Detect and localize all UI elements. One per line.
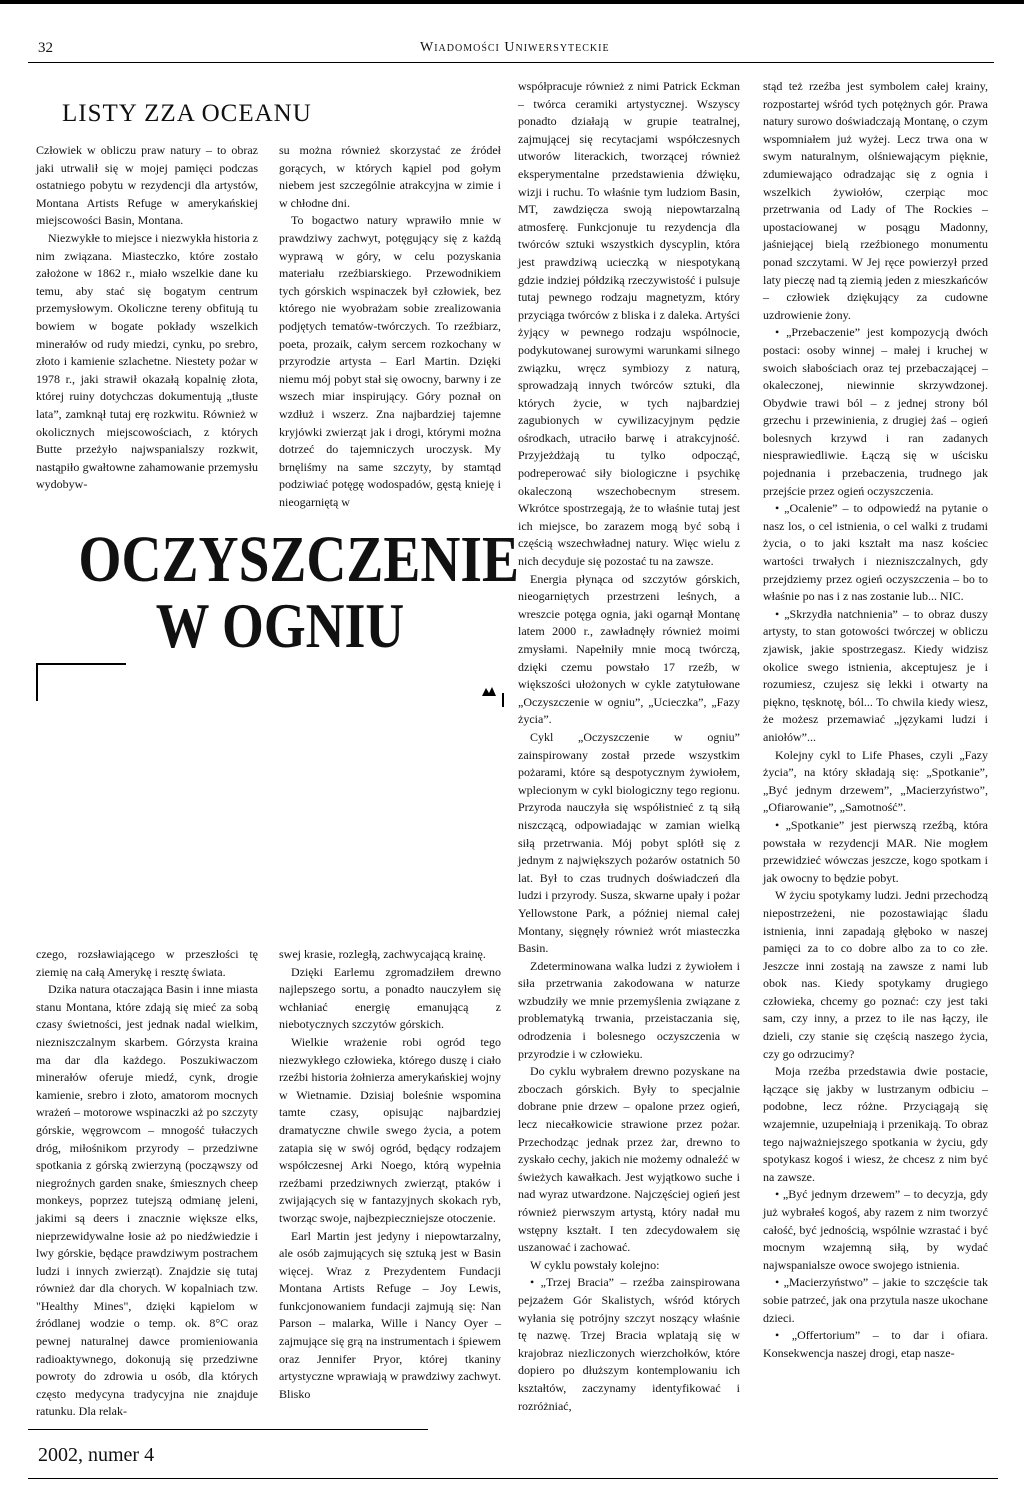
paragraph: stąd też rzeźba jest symbolem całej krainy, rozpostartej wśród tych potężnych gór. Prawa natury surowo doświadczają Montanę, o czym wspomniałem już wyżej. Lecz trwa ona w swym naturalnym, olśniewającym pięknie, zdumiewająco odradzając się z ognia i wszelkich żywiołów, czerpiąc moc przetrwania od Lady of The Rockies – upostaciowanej w posągu Madonny, jaśniejącej bielą rzeźbionego monumentu ponad szczytami. W Jej ręce powierzył przed laty pieczę nad tą ziemią jeden z mieszkańców – człowiek dziękujący za cudowne uzdrowienie żony.	[763, 79, 988, 322]
running-title: Wiadomości Uniwersyteckie	[420, 40, 610, 55]
paragraph: • „Trzej Bracia” – rzeźba zainspirowana pejzażem Gór Skalistych, wśród których wyłania się potrójny szczyt noszący właśnie tę nazwę. Trzej Bracia wplatają się w krajobraz niezliczonych wierzchołków, które dopiero po dłuższym kontemplowaniu ich kształtów, zaczynamy identyfikować i rozróżniać,	[518, 1275, 740, 1413]
paragraph: Zdeterminowana walka ludzi z żywiołem i siła przetrwania zakodowana w naturze wzbudziły we mnie przemyślenia związane z problematyką trwania, przeistaczania się, odrodzenia i bolesnego oczyszczenia w przyrodzie i w człowieku.	[518, 958, 740, 1061]
page-cut-line	[28, 1478, 998, 1479]
header-rule	[28, 62, 994, 63]
paragraph: Do cyklu wybrałem drewno pozyskane na zboczach górskich. Były to specjalnie dobrane pnie drzew – opalone przez ogień, lecz niecałkowicie strawione przez pożar. Przechodząc jednak przez żar, drewno to zyskało cechy, jakich nie możemy odnaleźć w świeżych kawałkach. Jest wyjątkowo suche i nad wyraz utwardzone. Najczęściej ogień jest również pierwszym artystą, który nadał mu wstępny kształt. I ten zdecydowałem się uszanować i zachować.	[518, 1064, 740, 1255]
page-number: 32	[38, 40, 53, 56]
article-title-line-2: W OGNIU	[155, 590, 405, 661]
column-1-bottom	[36, 946, 258, 1421]
paragraph: Earl Martin jest jedyny i niepowtarzalny, ale osób zajmujących się sztuką jest w Basin więcej. Wraz z Prezydentem Fundacji Montana Artists Refuge – Joy Lewis, funkcjonowaniem fundacji zajmują się: Nan Parson – malarka, Wille i Nancy Oyer – zajmujące się grą na instrumentach i śpiewem oraz Jennifer Pryor, której tkaniny artystyczne wprawiają w prawdziwy zachwyt. Blisko	[279, 1228, 501, 1401]
paragraph: • „Skrzydła natchnienia” – to obraz duszy artysty, to stan gotowości twórczej w obliczu zjawisk, jakie spostrzegasz. Kiedy widzisz okolice swego istnienia, akceptujesz je i rozumiesz, czujesz się lekki i otwarty na piękno, tęsknotę, ból... To chwila kiedy wiesz, że możesz przemawiać „językami ludzi i aniołów”...	[763, 606, 988, 744]
column-2-top	[279, 142, 501, 511]
paragraph: • „Offertorium” – to dar i ofiara. Konsekwencja naszej drogi, etap nasze-	[763, 1328, 988, 1360]
publisher-logo-icon	[480, 685, 498, 699]
column-4	[763, 78, 988, 1362]
photo-frame-top	[36, 663, 126, 665]
top-border	[0, 0, 1024, 4]
paragraph: Moja rzeźba przedstawia dwie postacie, łączące się jakby w lustrzanym odbiciu – podobne, lecz różne. Przyciągają się wzajemnie, uzupełniają i przenikają. To obraz tego najważniejszego spotkania w życiu, gdy spotykasz kogoś i wiesz, że chcesz z nim być na zawsze.	[763, 1064, 988, 1184]
paragraph: współpracuje również z nimi Patrick Eckman – twórca ceramiki artystycznej. Wszyscy ponadto działają w grupie teatralnej, zajmującej się recytacjami współczesnych utworów literackich, tworzącej również eksperymentalne przedstawienia dźwięku, wizji i ruchu. To właśnie tym ludziom Basin, MT, zawdzięcza swoją niepowtarzalną atmosferę. Funkcjonuje tu rezydencja dla twórców sztuki wszystkich dyscyplin, która jest prawdziwą ucieczką w niespotykaną gdzie indziej półdziką rzeczywistość i pulsuje tutaj pewnego rodzaju magnetyzm, który przyciąga twórców z bliska i z daleka. Artyści żyjący w pewnego rodzaju wspólnocie, podykutowanej surowymi warunkami silnego związku, wręcz symbiozy z naturą, sprowadzają innych twórców sztuki, dla których życie, w tych najbardziej zagubionych w cywilizacyjnym pędzie ośrodkach, utraciło barwę i atrakcyjność. Przyjeżdżają tu tylko odpocząć, podreperować siły biologiczne i psychikę okaleczoną wszechobecnym stresem. Wkrótce spostrzegają, że to właśnie tutaj jest ich miejsce, bo zarazem mogą być sobą i częścią wszechwładnej natury. Więc wielu z nich decyduje się pozostać tu na zawsze.	[518, 79, 740, 569]
article-photo	[36, 663, 504, 935]
paragraph: swej krasie, rozległą, zachwycającą krainę.	[279, 947, 486, 961]
paragraph: Dzięki Earlemu zgromadziłem drewno najlepszego sortu, a ponadto nauczyłem się wchłaniać energię emanującą z niebotycznych szczytów górskich.	[279, 964, 501, 1032]
footer-rule	[28, 1429, 428, 1430]
paragraph: • „Macierzyństwo” – jakie to szczęście tak sobie patrzeć, jak ona przytula nasze ukochane dzieci.	[763, 1275, 988, 1325]
paragraph: Cykl „Oczyszczenie w ogniu” zainspirowany został przede wszystkim pożarami, które są despotycznym żywiołem, wplecionym w cykl biologiczny tego regionu. Przyroda nauczyła się współistnieć z tą siłą niszczącą, odpowiadając w zamian wielką siłą przetrwania. Mój pobyt splótł się z jednym z największych pożarów ostatnich 50 lat. Był to czas trudnych doświadczeń dla ludzi i przyrody. Susza, skwarne upały i pożar Yellowstone Park, a później niemal całej Montany, sięgnęły również wrót miasteczka Basin.	[518, 729, 740, 956]
column-3	[518, 78, 740, 1415]
paragraph: • „Spotkanie” jest pierwszą rzeźbą, która powstała w rezydencji MAR. Nie mogłem przewidzieć wówczas jeszcze, kogo spotkam i jak owocny to będzie pobyt.	[763, 817, 988, 885]
paragraph: Niezwykłe to miejsce i niezwykła historia z nim związana. Miasteczko, które zostało założone w 1862 r., miało wszelkie dane ku temu, aby stać się bogatym centrum przemysłowym. Okoliczne tereny obfitują tu bowiem w bogate pokłady wszelkich minerałów od rudy miedzi, cynku, po srebro, złoto i kamienie szlachetne. Niestety pożar w 1978 r., jaki strawił okazałą kopalnię złota, której ruiny dotychczas dokumentują „tłuste lata”, zamknął tutaj erę rozkwitu. Również w okolicznych miejscowościach, z których Butte przeżyło najwspanialszy rozkwit, nastąpiło gwałtowne zahamowanie przemysłu wydobyw-	[36, 230, 258, 492]
paragraph: To bogactwo natury wprawiło mnie w prawdziwy zachwyt, potęgujący się z każdą wyprawą w góry, w celu pozyskania materiału rzeźbiarskiego. Przewodnikiem tych górskich wspinaczek był człowiek, bez którego nie wyobrażam sobie zrealizowania podjętych tematów-twórczych. To rzeźbiarz, poeta, prozaik, całym sercem rozkochany w przyrodzie artysta – Earl Martin. Dzięki niemu mój pobyt stał się owocny, barwny i ze wszech miar inspirujący. Góry poznał on wzdłuż i wszerz. Zna najbardziej tajemne kryjówki zwierząt jak i drogi, którymi można dotrzeć do tajemniczych uroczysk. My brnęliśmy na same szczyty, by stamtąd podziwiać potęgę wodospadów, gęstą knieję i nieogarniętą w	[279, 213, 501, 509]
photo-frame-right	[502, 693, 504, 707]
paragraph: su można również skorzystać ze źródeł gorących, w których kąpiel pod gołym niebem jest szczególnie atrakcyjna w zimie i w chłodne dni.	[279, 143, 501, 210]
paragraph: Człowiek w obliczu praw natury – to obraz jaki utrwalił się w mojej pamięci podczas ostatniego pobytu w rezydencji dla artystów, Montana Artists Refuge w amerykańskiej miejscowości Basin, Montana.	[36, 143, 258, 228]
paragraph: • „Przebaczenie” jest kompozycją dwóch postaci: osoby winnej – małej i kruchej w swoich słabościach oraz tej przebaczającej – okaleczonej, niewinnie skrzywdzonej. Obydwie trawi ból – z jednej strony ból grzechu i przewinienia, z drugiej żaś – ogień bolesnych krzywd i ran zadanych niesprawiedliwie. Łączą się w uścisku pojednania i przebaczenia, trudnego jak przejście przez ogień oczyszczenia.	[763, 325, 988, 498]
paragraph: W cyklu powstały kolejno:	[530, 1257, 660, 1272]
paragraph: • „Ocalenie” – to odpowiedź na pytanie o nasz los, o cel istnienia, o cel walki z trudami życia, o to jaki kształt ma nasz kościec wartości trwałych i niezniszczalnych, gdy przejdziemy przez ogień oczyszczenia – bo to właśnie po nas i z nas zostanie lub... NIC.	[763, 501, 988, 604]
section-title: LISTY ZZA OCEANU	[62, 100, 312, 127]
issue-footer: 2002, numer 4	[38, 1444, 155, 1466]
paragraph: W życiu spotykamy ludzi. Jedni przechodzą niepostrzeżeni, nie pozostawiając śladu istnienia, inni zapadają głęboko w naszej pamięci za to co dobre albo za to co złe. Jeszcze inni zostają na zawsze z nami lub obok nas. Kiedy spotykamy drugiego człowieka, chcemy go poznać: czy jest taki sam, czy inny, a przez to ile nas łączy, ile dzieli, czy stanie się częścią naszego życia, czy go odrzucimy?	[763, 888, 988, 1061]
paragraph: Wielkie wrażenie robi ogród tego niezwykłego człowieka, którego duszę i ciało rzeźbi historia żołnierza amerykańskiej wojny w Wietnamie. Dzisiaj boleśnie wspomina tamte czasy, opisując najbardziej dramatyczne chwile swego życia, a potem zatapia się w swój ogród, będący rodzajem współczesnej Arki Noego, którą wypełnia rzeźbami przedziwnych zwierząt, ptaków i zwijających się w fantazyjnych skokach ryb, tworząc swoje, najbezpieczniejsze otoczenie.	[279, 1034, 501, 1225]
paragraph: • „Być jednym drzewem” – to decyzja, gdy już wybrałeś kogoś, aby razem z nim tworzyć całość, być jednością, wspólnie wzrastać i być mocnym wzajemną siłą, by wydać najwspanialsze owoce swojego istnienia.	[763, 1187, 988, 1272]
column-2-bottom	[279, 946, 501, 1403]
paragraph: czego, rozsławiającego w przeszłości tę ziemię na całą Amerykę i resztę świata.	[36, 947, 258, 979]
photo-frame-left	[36, 663, 38, 701]
paragraph: Kolejny cykl to Life Phases, czyli „Fazy życia”, na który składają się: „Spotkanie”, „Być jednym drzewem”, „Macierzyństwo”, „Ofiarowanie”, „Samotność”.	[763, 747, 988, 815]
paragraph: Dzika natura otaczająca Basin i inne miasta stanu Montana, które zdają się mieć za sobą czasy świetności, jest jednak nadal wielkim, niezniszczalnym skarbem. Górzysta kraina ma dar dla każdego. Poszukiwaczom minerałów oferuje miedź, cynk, drogie kamienie, srebro i złoto, amatorom mocnych wrażeń – motorowe wspinaczki aż po szczyty górskie, węgrowcom – mnogość tułaczych dróg, miłośnikom przyrody – przedziwne spotkania z górską zwierzyną (począwszy od niegroźnych garden snake, śmiesznych cheep monkeys, poprzez tutejszą odmianę jeleni, jakimi są deers i znacznie większe elks, nieprzewidywalne łosie aż po niedźwiedzie i lwy górskie, będące prawdziwym postrachem ludzi i innych zwierząt). Znajdzie się tutaj również dar dla chorych. W kopalniach tzw. "Healthy Mines", dzięki kąpielom w źródlanej wodzie o temp. ok. 8°C oraz pewnej naturalnej dawce promieniowania radioaktywnego, dokonują się przedziwne powroty do zdrowia u osób, dla których często medycyna tradycyjna nie znajduje ratunku. Dla relak-	[36, 982, 258, 1419]
column-1-top	[36, 142, 258, 494]
paragraph: Energia płynąca od szczytów górskich, nieogarniętych przestrzeni leśnych, a wreszcie potęga ognia, jaki ogarnął Montanę latem 2000 r., zawładnęły również moimi zmysłami. Napełniły mnie mocą twórczą, dzięki czemu powstało 17 rzeźb, w większości ułożonych w cykle zatytułowane „Oczyszczenie w ogniu”, „Ucieczka”, „Fazy życia”.	[518, 571, 740, 727]
article-title-line-1: OCZYSZCZENIE	[78, 523, 519, 596]
